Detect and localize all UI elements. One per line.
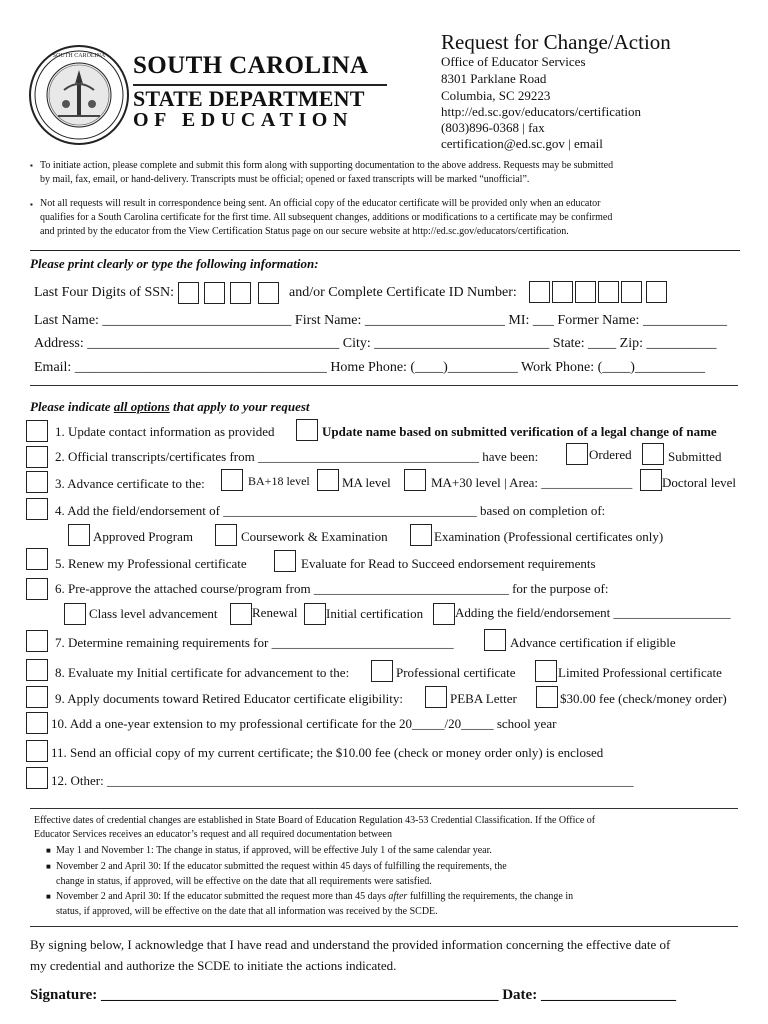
cert-id-box[interactable] (552, 281, 573, 303)
option1-checkbox[interactable] (26, 420, 48, 442)
form-title: Request for Change/Action (441, 30, 671, 54)
option1b-checkbox[interactable] (296, 419, 318, 441)
option4-exam-label: Examination (Professional certificates only) (434, 529, 664, 544)
option6-renewal-checkbox[interactable] (230, 603, 252, 625)
option1-label: 1. Update contact information as provided (55, 424, 275, 439)
option6-initial-label: Initial certification (326, 606, 424, 621)
address-fields-line[interactable]: Address: ____________________________________ City: _________________________ State: ____ Zip: __________ (34, 336, 717, 351)
option4-exam-checkbox[interactable] (410, 524, 432, 546)
option5b-checkbox[interactable] (274, 550, 296, 572)
option5-checkbox[interactable] (26, 548, 48, 570)
effective-bullet: ■ (46, 892, 51, 901)
option7-checkbox[interactable] (26, 630, 48, 652)
ssn-label: Last Four Digits of SSN: (34, 285, 175, 300)
option4-coursework-label: Coursework & Examination (241, 529, 388, 544)
option2-checkbox[interactable] (26, 446, 48, 468)
effective-bullet2-line1: November 2 and April 30: If the educator submitted the request within 45 days of fulfilling the requirements, the (56, 861, 507, 872)
section-divider (30, 250, 740, 251)
option2-label: 2. Official transcripts/certificates from __________________________________ have been: (55, 449, 539, 464)
options-heading-pre: Please indicate (30, 399, 114, 414)
option4-coursework-checkbox[interactable] (215, 524, 237, 546)
options-heading-post: that apply to your request (169, 399, 310, 414)
office-email[interactable]: certification@ed.sc.gov | email (441, 136, 603, 151)
option11-label: 11. Send an official copy of my current certificate; the $10.00 fee (check or money order only) is enclosed (51, 745, 604, 760)
option12-label: 12. Other: _________________________________________________________________________________ (51, 773, 634, 788)
option6-adding-checkbox[interactable] (433, 603, 455, 625)
option8-professional-label: Professional certificate (396, 665, 516, 680)
effective-bullet2-line2: change in status, if approved, will be effective on the date that all requirements were satisfied. (56, 876, 432, 887)
effective-bullet: ■ (46, 846, 51, 855)
cert-id-box[interactable] (598, 281, 619, 303)
option3-ma30-label: MA+30 level | Area: ______________ (431, 475, 633, 490)
option9-peba-checkbox[interactable] (425, 686, 447, 708)
acknowledgement-line2: my credential and authorize the SCDE to initiate the actions indicated. (30, 958, 397, 973)
office-name: Office of Educator Services (441, 54, 586, 69)
option6-renewal-label: Renewal (252, 605, 298, 620)
cert-id-box[interactable] (529, 281, 550, 303)
effective-bullet1: May 1 and November 1: The change in status, if approved, will be effective July 1 of the same calendar year. (56, 845, 492, 856)
ssn-digit-box[interactable] (178, 282, 199, 304)
option2-submitted-label: Submitted (668, 449, 722, 464)
option9-fee-label: $30.00 fee (check/money order) (560, 691, 727, 706)
option8-checkbox[interactable] (26, 659, 48, 681)
ssn-digit-box[interactable] (204, 282, 225, 304)
note2-line2: qualifies for a South Carolina certificate for the first time. All subsequent changes, additions or modifications to a certificate may be confirmed (40, 212, 613, 223)
option4-label: 4. Add the field/endorsement of _______________________________________ based on completion of: (55, 503, 606, 518)
option6-class-label: Class level advancement (89, 606, 218, 621)
ssn-digit-box[interactable] (258, 282, 279, 304)
option6-label: 6. Pre-approve the attached course/program from ______________________________ for the purpose of: (55, 581, 609, 596)
option1b-label: Update name based on submitted verification of a legal change of name (322, 424, 717, 439)
option12-checkbox[interactable] (26, 767, 48, 789)
note1-line2: by mail, fax, email, or hand-delivery. Transcripts must be official; opened or faxed transcripts will be marked “unofficial”. (40, 174, 530, 185)
cert-id-box[interactable] (575, 281, 596, 303)
option4-approved-checkbox[interactable] (68, 524, 90, 546)
option3-ma-label: MA level (342, 475, 391, 490)
office-street: 8301 Parklane Road (441, 71, 547, 86)
option4-checkbox[interactable] (26, 498, 48, 520)
acknowledgement-line1: By signing below, I acknowledge that I have read and understand the provided information concerning the effective date of (30, 937, 671, 952)
effective-bullet3-emphasis: after (388, 891, 408, 902)
option4-approved-label: Approved Program (93, 529, 194, 544)
note2-line3: and printed by the educator from the View Certification Status page on our secure website at http://ed.sc.gov/educators/certification. (40, 226, 569, 237)
option9-fee-checkbox[interactable] (536, 686, 558, 708)
effective-line1: Effective dates of credential changes are established in State Board of Education Regulation 43-53 Credential Classification. If the Office of (34, 815, 596, 826)
note2-line1: Not all requests will result in correspondence being sent. An official copy of the educator certificate will be provided only when an educator (40, 198, 601, 209)
option2-ordered-checkbox[interactable] (566, 443, 588, 465)
office-url[interactable]: http://ed.sc.gov/educators/certification (441, 104, 641, 119)
org-name-line3: OF EDUCATION (133, 109, 353, 131)
state-seal (28, 44, 130, 146)
option3-ba18-label: BA+18 level (248, 474, 310, 488)
effective-bullet: ■ (46, 862, 51, 871)
option5-label: 5. Renew my Professional certificate (55, 556, 247, 571)
option2-ordered-label: Ordered (589, 447, 632, 462)
contact-fields-line[interactable]: Email: ____________________________________ Home Phone: (____)__________ Work Phone: (____)__________ (34, 360, 705, 375)
option3-doctoral-label: Doctoral level (662, 475, 736, 490)
option7b-checkbox[interactable] (484, 629, 506, 651)
note-bullet: ▪ (30, 161, 33, 170)
org-name-line2: STATE DEPARTMENT (133, 86, 365, 111)
option6-checkbox[interactable] (26, 578, 48, 600)
option8-label: 8. Evaluate my Initial certificate for advancement to the: (55, 665, 350, 680)
cert-id-box[interactable] (621, 281, 642, 303)
option3-ba18-checkbox[interactable] (221, 469, 243, 491)
name-fields-line[interactable]: Last Name: ___________________________ First Name: ____________________ MI: ___ Former Name: ____________ (34, 313, 727, 328)
option10-label: 10. Add a one-year extension to my professional certificate for the 20_____/20_____ school year (51, 716, 557, 731)
option3-checkbox[interactable] (26, 471, 48, 493)
option7b-label: Advance certification if eligible (510, 635, 676, 650)
effective-bullet3-line1 (56, 891, 573, 902)
office-phone: (803)896-0368 | fax (441, 120, 545, 135)
option9-checkbox[interactable] (26, 686, 48, 708)
cert-id-box[interactable] (646, 281, 667, 303)
note1-line1: To initiate action, please complete and submit this form along with supporting documentation to the above address. Requests may be submitted (40, 160, 614, 171)
org-name-line1: SOUTH CAROLINA (133, 52, 369, 79)
option6-class-checkbox[interactable] (64, 603, 86, 625)
note-bullet: ▪ (30, 200, 33, 209)
option3-ma-checkbox[interactable] (317, 469, 339, 491)
option10-checkbox[interactable] (26, 712, 48, 734)
section-divider (30, 385, 738, 386)
option5b-label: Evaluate for Read to Succeed endorsement requirements (301, 556, 596, 571)
cert-id-label: and/or Complete Certificate ID Number: (289, 285, 517, 300)
option6-initial-checkbox[interactable] (304, 603, 326, 625)
option8-professional-checkbox[interactable] (371, 660, 393, 682)
effective-bullet3-line2: status, if approved, will be effective on the date that all information was received by the SCDE. (56, 906, 438, 917)
effective-bullet3-post: fulfilling the requirements, the change in (407, 891, 574, 902)
signature-date-line[interactable]: Signature: _____________________________________________________ Date: __________________ (30, 987, 676, 1003)
section-divider (30, 926, 738, 927)
option2-submitted-checkbox[interactable] (642, 443, 664, 465)
option9-peba-label: PEBA Letter (450, 691, 517, 706)
info-heading: Please print clearly or type the following information: (30, 256, 319, 271)
option8-limited-checkbox[interactable] (535, 660, 557, 682)
option11-checkbox[interactable] (26, 740, 48, 762)
effective-bullet3-pre: November 2 and April 30: If the educator submitted the request more than 45 days (56, 891, 389, 902)
ssn-digit-box[interactable] (230, 282, 251, 304)
option9-label: 9. Apply documents toward Retired Educator certificate eligibility: (55, 691, 404, 706)
options-heading-emphasis: all options (113, 399, 170, 414)
section-divider (30, 808, 738, 809)
options-heading (30, 399, 310, 415)
option6-adding-label: Adding the field/endorsement __________________ (455, 605, 731, 620)
option8-limited-label: Limited Professional certificate (558, 665, 722, 680)
seal-lettering: SOUTH CAROLINA (52, 53, 106, 59)
option3-doctoral-checkbox[interactable] (640, 469, 662, 491)
effective-line2: Educator Services receives an educator’s request and all required documentation between (34, 829, 392, 840)
option3-ma30-checkbox[interactable] (404, 469, 426, 491)
option7-label: 7. Determine remaining requirements for ____________________________ (55, 635, 454, 650)
office-city: Columbia, SC 29223 (441, 88, 551, 103)
option3-label: 3. Advance certificate to the: (55, 476, 205, 491)
